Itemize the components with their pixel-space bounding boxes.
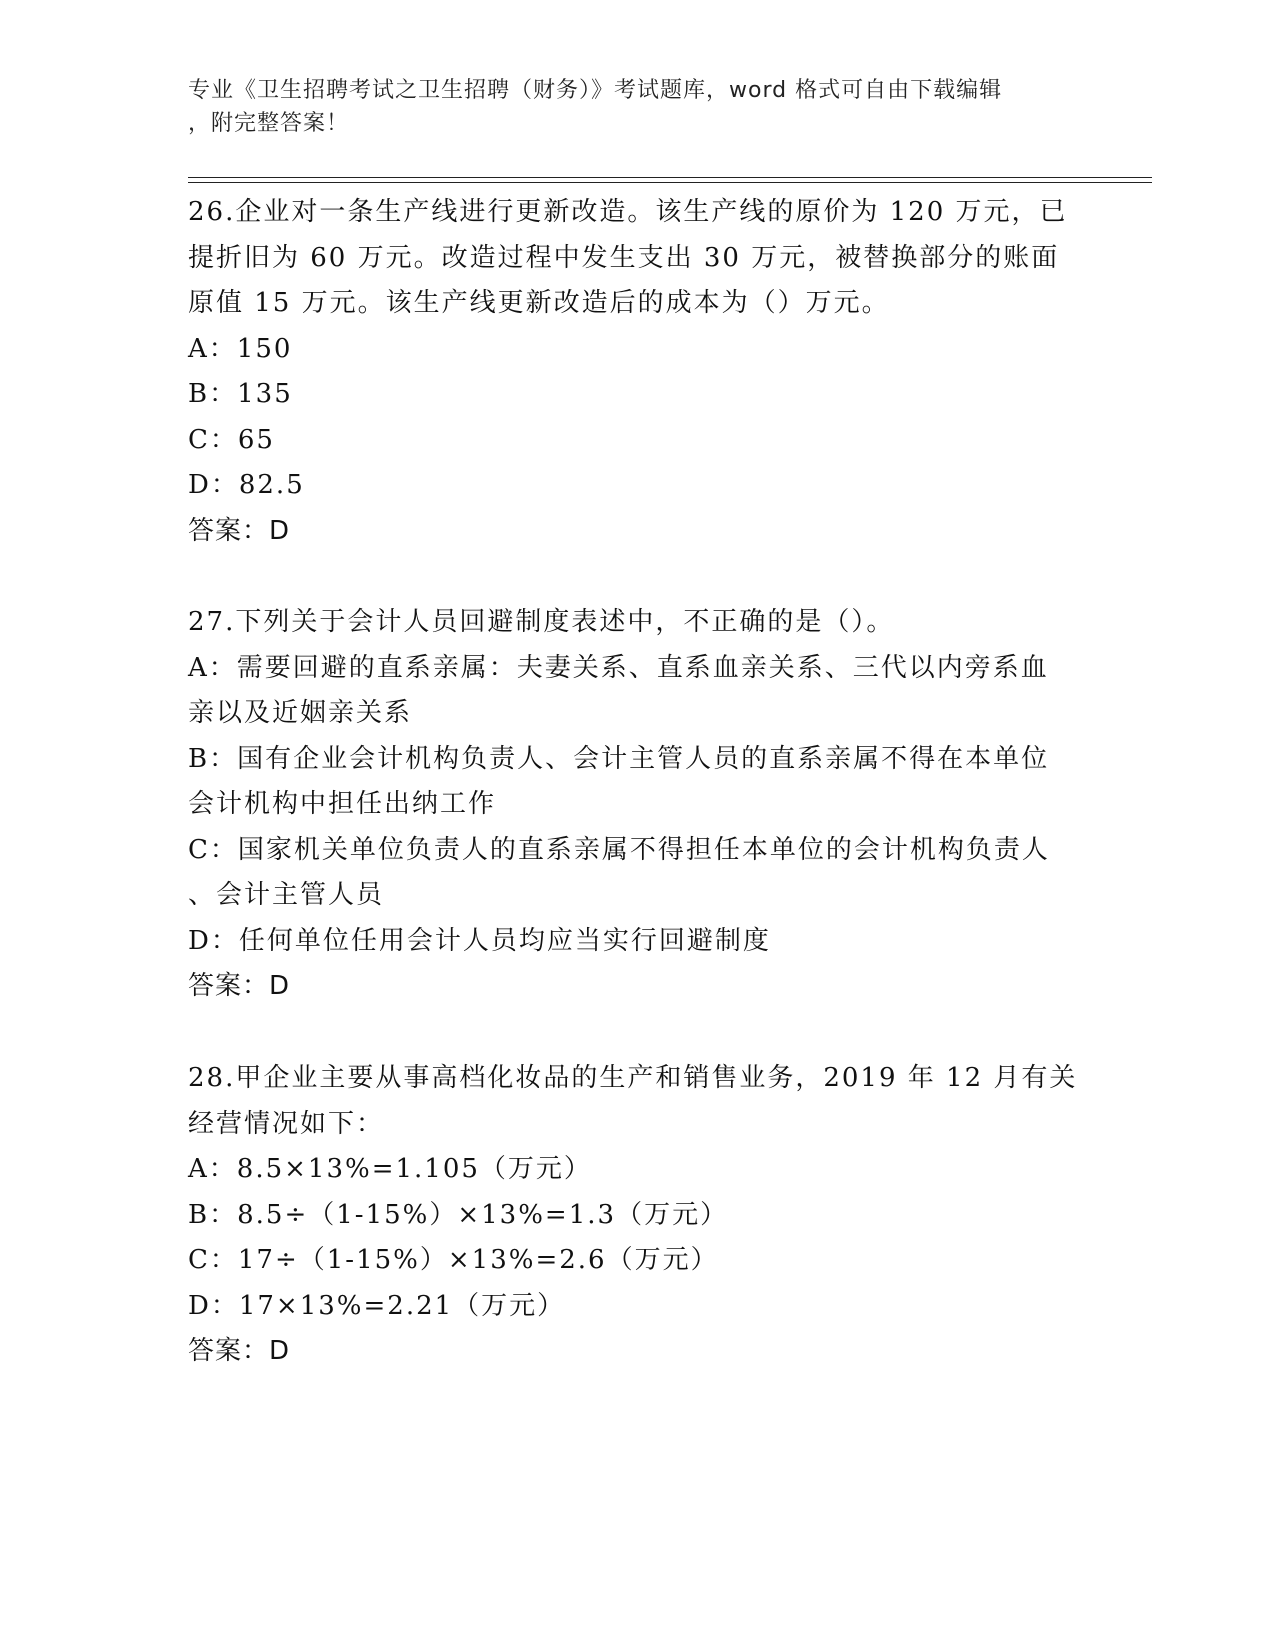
question-28 — [188, 1056, 1088, 1375]
header-divider-bottom — [188, 182, 1152, 183]
option-d: D：82.5 — [188, 470, 305, 500]
header-divider-top — [188, 177, 1152, 178]
document-header — [188, 74, 1088, 140]
option-c-continued: 、会计主管人员 — [188, 880, 385, 910]
answer-line: 答案：D — [188, 1336, 291, 1366]
question-stem-line: 提折旧为 60 万元。改造过程中发生支出 30 万元，被替换部分的账面 — [188, 242, 1060, 273]
answer-line: 答案：D — [188, 515, 291, 546]
option-d: D：任何单位任用会计人员均应当实行回避制度 — [188, 925, 771, 956]
option-a-continued: 亲以及近姻亲关系 — [188, 698, 413, 728]
option-a: A：150 — [188, 333, 293, 364]
option-c: C：17÷（1-15%）×13%=2.6（万元） — [188, 1245, 719, 1275]
question-stem-line: 26.企业对一条生产线进行更新改造。该生产线的原价为 120 万元，已 — [188, 197, 1068, 227]
answer-line: 答案：D — [188, 971, 291, 1001]
question-stem-line: 原值 15 万元。该生产线更新改造后的成本为（）万元。 — [188, 288, 890, 318]
option-a: A：需要回避的直系亲属：夫妻关系、直系血亲关系、三代以内旁系血 — [188, 652, 1049, 683]
option-b: B：135 — [188, 379, 293, 409]
question-26 — [188, 190, 1088, 554]
option-c: C：65 — [188, 424, 275, 455]
header-line-1: 专业《卫生招聘考试之卫生招聘（财务）》考试题库，word 格式可自由下载编辑 — [188, 78, 1003, 103]
option-b: B：国有企业会计机构负责人、会计主管人员的直系亲属不得在本单位 — [188, 743, 1050, 774]
question-stem-line: 27.下列关于会计人员回避制度表述中，不正确的是（）。 — [188, 607, 895, 637]
option-d: D：17×13%=2.21（万元） — [188, 1290, 566, 1321]
header-line-2: ，附完整答案！ — [188, 111, 350, 136]
option-a: A：8.5×13%=1.105（万元） — [188, 1154, 592, 1184]
option-b-continued: 会计机构中担任出纳工作 — [188, 789, 497, 819]
question-stem-line: 经营情况如下： — [188, 1108, 385, 1139]
option-b: B：8.5÷（1-15%）×13%=1.3（万元） — [188, 1199, 729, 1230]
question-27 — [188, 600, 1088, 1010]
option-c: C：国家机关单位负责人的直系亲属不得担任本单位的会计机构负责人 — [188, 834, 1050, 865]
question-stem-line: 28.甲企业主要从事高档化妆品的生产和销售业务，2019 年 12 月有关 — [188, 1063, 1078, 1093]
